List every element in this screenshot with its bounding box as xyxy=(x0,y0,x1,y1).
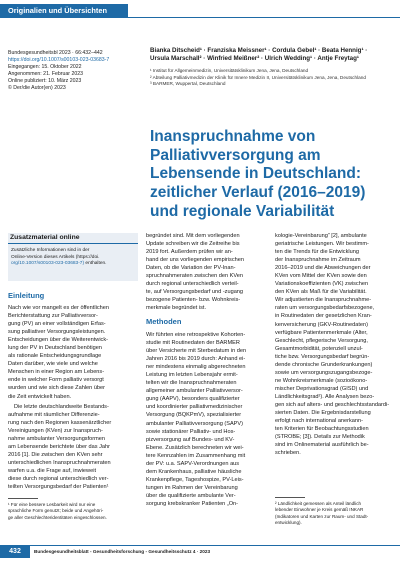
text-line: Vereinigungen (KVen) zur Inanspruch- xyxy=(8,428,103,435)
text-line: Gesamtmorbidität, potenziell unzul- xyxy=(275,345,363,352)
header-rule xyxy=(0,17,400,18)
text-line: sprachliche Form genutzt; beide und Angehöri- xyxy=(8,508,104,514)
text-line: (STROBE; [3]). Details zur Methodik xyxy=(275,434,365,441)
text-line: Nach wie vor mangelt es der öffentlichen xyxy=(8,305,109,311)
text-line: 2019 fort. Außerdem prüfen wir an- xyxy=(146,249,233,256)
page-number: 432 xyxy=(0,546,30,558)
text-line: Entscheidungen über die Weiterentwick- xyxy=(8,337,109,344)
text-line: sowie um versorgungszugangsbezoge- xyxy=(275,369,373,376)
text-line: ner mindestens einmalig abgerechneten xyxy=(146,364,246,371)
text-line: begründet sind. Mit dem vorliegenden xyxy=(146,233,240,239)
footnote-rule xyxy=(275,497,305,498)
text-line: über Versicherte mit Sterbedatum in den xyxy=(146,348,247,355)
text-line: ambulanter Palliativversorgung (SAPV) xyxy=(146,420,244,427)
paragraph-methods-1 xyxy=(146,331,268,508)
journal-reference: Bundesgesundheitsbl 2023 · 66:432–442 xyxy=(8,50,103,56)
text-line: kenversicherung (GKV-Routinedaten) xyxy=(275,321,368,328)
text-line: der Inanspruchnahme im Zeitraum xyxy=(275,257,361,264)
text-line: Daten darüber, wie viele und welche xyxy=(8,361,98,368)
accepted-date: Angenommen: 21. Februar 2023 xyxy=(8,71,83,78)
author-line-2: Ursula Marschall² · Winfried Meißner² · Ulrich Wedding¹ · Antje Freytag¹ xyxy=(150,55,359,63)
title-line: Inanspruchnahme von xyxy=(150,128,316,145)
affiliation-1: ¹ Institut für Allgemeinmedizin, Universitätsklinikum Jena, Jena, Deutschland xyxy=(150,68,309,73)
supplement-line: Online-Version dieses Artikels (https://doi. xyxy=(11,254,100,260)
text-line: am Lebensende berichtete über das Jahr xyxy=(8,444,110,451)
text-line: erfolgt nach international anerkann- xyxy=(275,418,364,425)
text-line: spruchnahmeraten zwischen den KVen xyxy=(146,273,244,280)
text-line: 2016–2019 und die Abweichungen der xyxy=(275,265,371,272)
text-line: sorgung krebskranker Patienten „On- xyxy=(146,500,239,507)
text-line: Ländlichkeitsgrad²). Alle Analysen bezo- xyxy=(275,393,375,400)
paragraph-methods-2 xyxy=(275,232,393,457)
text-line: Wir führten eine retrospektive Kohorten- xyxy=(146,332,246,338)
paragraph-intro-2 xyxy=(8,403,138,492)
text-line: kologie-Vereinbarung“ [2], ambulante xyxy=(275,233,367,239)
text-line: merkmale begründet ist. xyxy=(146,305,207,312)
text-line: Menschen in einer Region am Lebens- xyxy=(8,369,105,376)
text-line: lung der PV in Deutschland benötigen xyxy=(8,345,102,352)
text-line: ¹ Für eine bessere Lesbarkeit wird nur eine xyxy=(8,502,96,507)
text-line: tiche bzw. Versorgungsbedarf begrün- xyxy=(275,353,370,360)
text-line: schrieben. xyxy=(275,450,301,457)
text-line: der PV: u.a. SAPV-Verordnungen aus xyxy=(146,460,240,467)
text-line: ten Kriterien für Beobachtungsstudien xyxy=(275,426,369,433)
doi-link[interactable]: https://doi.org/10.1007/s00103-023-03683-7 xyxy=(8,57,110,64)
footnote-1 xyxy=(8,502,138,521)
text-line: sierten Daten. Die Ergebnisdarstellung xyxy=(275,410,371,417)
supplement-heading: Zusatzmaterial online xyxy=(10,234,80,241)
text-line: aufnahme mit räumlicher Differenzie- xyxy=(8,412,100,419)
text-line: allgemeiner ambulanter Palliativversor- xyxy=(146,388,243,395)
supplement-text xyxy=(11,248,137,268)
text-line: Jahren 2016 bis 2019 durch: Anhand ei- xyxy=(146,356,246,363)
text-line: gung (PV) an einer vollständigen Erfas- xyxy=(8,321,106,328)
text-line: (Indikatoren und Karten zur Raum- und Stadt- xyxy=(275,513,369,519)
title-line: Palliativversorgung am xyxy=(150,146,321,164)
author-line-1: Bianka Ditscheid¹ · Franziska Meissner¹ · Cordula Gebel¹ · Beata Hennig¹ · xyxy=(150,47,368,54)
heading-methoden: Methoden xyxy=(146,317,182,326)
paragraph-intro-1 xyxy=(8,304,138,401)
footnote-rule xyxy=(8,498,38,499)
text-line: unterschiedlichen Inanspruchnahmeraten xyxy=(8,460,111,467)
supplement-line-end: enthalten. xyxy=(84,261,107,267)
affiliation-3: ³ BARMER, Wuppertal, Deutschland xyxy=(150,81,226,87)
text-line: dende chronische Grunderkrankungen) xyxy=(275,361,373,368)
text-line: rung nach den Regionen kassenärztlicher xyxy=(8,420,112,427)
text-line: ² Ländlichkeit gemessen als Anteil ländlich xyxy=(275,501,362,506)
text-line: den KVen als Maß für die Variabilität. xyxy=(275,289,367,296)
online-date: Online publiziert: 10. März 2023 xyxy=(8,78,82,85)
text-line: in Routinedaten der gesetzlichen Kran- xyxy=(275,313,372,320)
text-line: Variationskoeffizienten (VK) zwischen xyxy=(275,281,369,288)
copyright-note: © Der/die Autor(en) 2023 xyxy=(8,85,66,92)
text-line: ende in welcher Form palliativ versorgt xyxy=(8,377,104,384)
text-line: sowie stationärer Palliativ- und Hos- xyxy=(146,428,236,435)
text-line: Die letzte deutschlandweite Bestands- xyxy=(14,404,109,410)
title-line: und regionale Variabilität xyxy=(150,202,335,220)
text-line: gen sich auf alters- und geschlechtsstandardi- xyxy=(275,401,390,408)
text-line: mischer Deprivationsgrad (GISD) und xyxy=(275,385,369,392)
supplement-doi-link[interactable]: org/10.1007/s00103-023-03683-7) xyxy=(11,261,85,267)
text-line: te, auf Versorgungsbedarf und -zugang xyxy=(146,289,244,296)
title-line: Lebensende in Deutschland: xyxy=(150,165,362,183)
supplement-rule xyxy=(8,243,138,244)
text-line: sind im Onlinematerial ausführlich be- xyxy=(275,442,369,449)
text-line: Update schreiben wir die Zeitreihe bis xyxy=(146,241,240,248)
text-line: als rationale Entscheidungsgrundlage xyxy=(8,353,102,360)
received-date: Eingegangen: 15. Oktober 2022 xyxy=(8,64,82,71)
text-line: Geschlecht, pflegerische Versorgung, xyxy=(275,337,368,344)
text-line: diese durch regional unterschiedlich ver- xyxy=(8,476,109,483)
footnote-2 xyxy=(275,501,393,526)
text-line: tungen im Rahmen der Vereinbarung xyxy=(146,484,238,491)
text-line: KVen vom Mittel der KVen sowie den xyxy=(275,273,367,280)
text-line: ne Wohnkreismerkmale (sozioökono- xyxy=(275,377,368,384)
text-line: nahme ambulanter Versorgungsformen xyxy=(8,436,106,443)
paragraph-intro-3 xyxy=(146,232,268,312)
text-line: Berichterstattung zur Palliativversor- xyxy=(8,313,98,320)
supplement-line: Zusätzliche Informationen sind in der xyxy=(11,248,90,253)
bibliographic-info xyxy=(8,50,138,93)
text-line: Daten, ob die Variation der PV-Inan- xyxy=(146,265,236,272)
text-line: geriatrische Leistungen. Wir bestimm- xyxy=(275,241,369,248)
text-line: Versorgung (BQKPmV), spezialisierter xyxy=(146,412,242,419)
text-line: telten wir die Inanspruchnahmeraten xyxy=(146,380,237,387)
text-line: und koordinierter palliativmedizinischer xyxy=(146,404,243,411)
text-line: lebender Einwohner je Kreis gemäß INKAR xyxy=(275,507,364,513)
affiliation-2: ² Abteilung Palliativmedizin der Klinik für Innere Medizin II, Universitätsklinikum Jena, Jena, Deutschland xyxy=(150,74,366,80)
title-line: zeitlicher Verlauf (2016–2019) xyxy=(150,184,366,202)
text-line: teilten Versorgungsbedarf der Patienten¹ xyxy=(8,484,109,491)
text-line: raten um versorgungsbedarfsbezogene, xyxy=(275,305,375,312)
text-line: 2016 [1]. Die zwischen den KVen sehr xyxy=(8,452,103,459)
text-line: dem Krankenhaus, palliative häusliche xyxy=(146,468,242,475)
text-line: ten die Trends für die Entwicklung xyxy=(275,249,359,256)
heading-einleitung: Einleitung xyxy=(8,291,45,300)
author-list xyxy=(150,47,390,64)
article-title xyxy=(150,128,390,222)
text-line: tere Kennzahlen im Zusammenhang mit xyxy=(146,452,246,459)
text-line: sung palliativer Versorgungsleistungen. xyxy=(8,329,106,336)
affiliations xyxy=(150,68,390,88)
text-line: die Zeit entwickelt haben. xyxy=(8,393,72,400)
text-line: studie mit Routinedaten der BARMER xyxy=(146,340,240,347)
text-line: ge aller Geschlechteridentitäten eingeschlossen. xyxy=(8,514,107,520)
text-line: über die qualifizierte ambulante Ver- xyxy=(146,492,236,499)
text-line: entwicklung). xyxy=(275,519,302,525)
text-line: durch regional unterschiedlich verteil- xyxy=(146,281,239,288)
text-line: verfügbare Patientenmerkmale (Alter, xyxy=(275,329,368,336)
text-line: Wir adjustierten die Inanspruchnahme- xyxy=(275,297,372,304)
text-line: bezogene Patienten- bzw. Wohnkreis- xyxy=(146,297,241,304)
text-line: gung (AAPV), besonders qualifizierter xyxy=(146,396,240,403)
text-line: Krankenpflege, Tageshospize, PV-Leis- xyxy=(146,476,244,483)
text-line: wurden und wie sich diese Zahlen über xyxy=(8,385,106,392)
section-label: Originalien und Übersichten xyxy=(0,4,128,17)
text-line: pizversorgung auf Bundes- und KV- xyxy=(146,436,235,443)
text-line: hand der uns vorliegenden empirischen xyxy=(146,257,244,264)
text-line: Ebene. Zusätzlich berechneten wir wei- xyxy=(146,444,244,451)
journal-footer: Bundesgesundheitsblatt - Gesundheitsforschung - Gesundheitsschutz 4 · 2023 xyxy=(34,549,211,554)
text-line: warfen u.a. die Frage auf, inwieweit xyxy=(8,468,96,475)
text-line: Leistung im letzten Lebensjahr ermit- xyxy=(146,372,238,379)
